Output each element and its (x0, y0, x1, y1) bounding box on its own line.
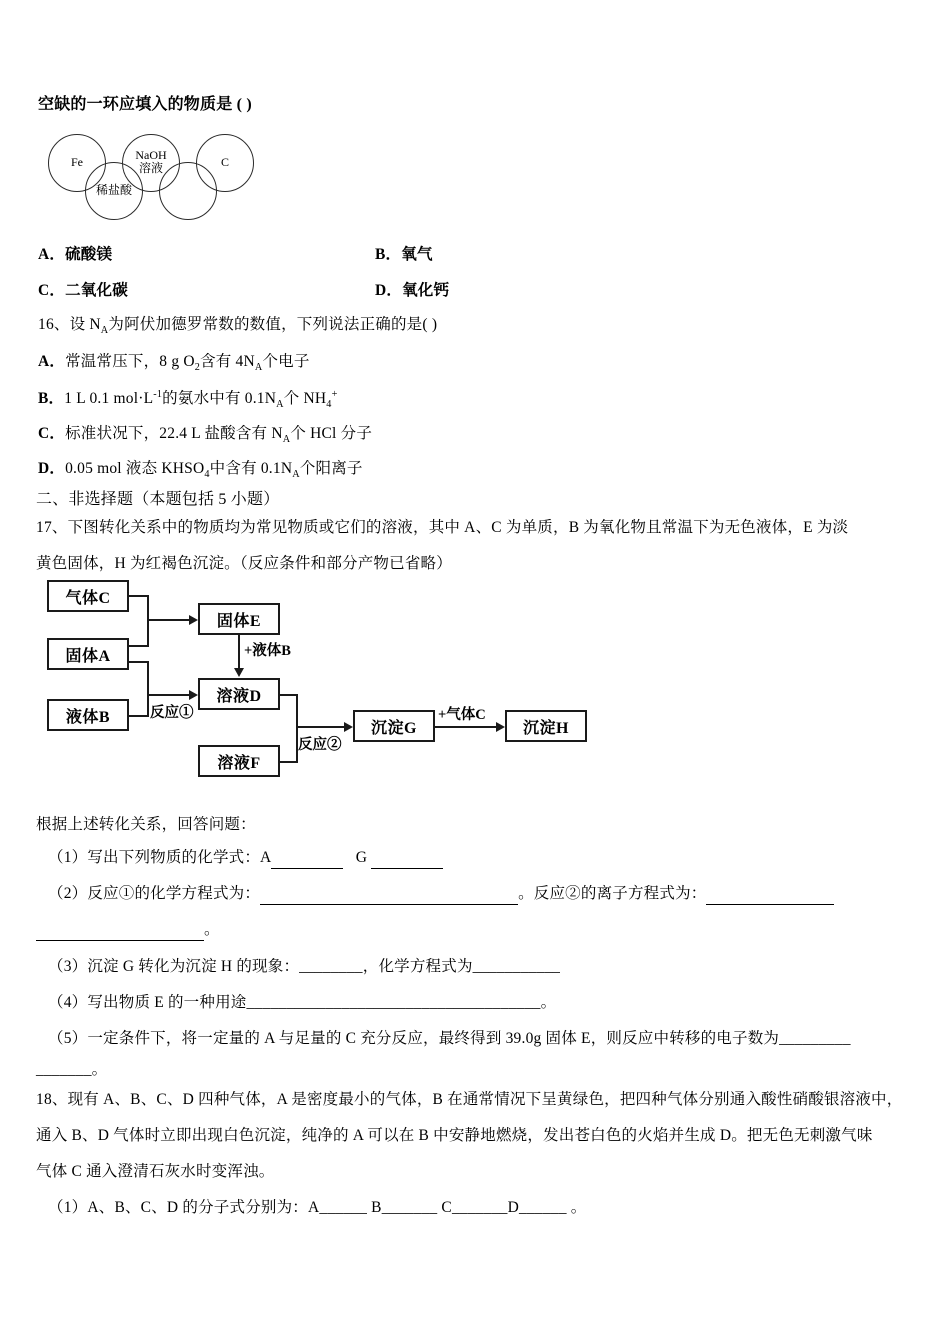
box-liquid-b (47, 699, 129, 731)
ring-fe-label: Fe (71, 155, 83, 169)
box-solution-f (198, 745, 280, 777)
box-gas-c (47, 580, 129, 612)
q16-option-b (38, 389, 338, 409)
q17-sub1-blank-a[interactable] (271, 848, 343, 869)
label-reaction-2: 反应② (298, 737, 342, 753)
q15-option-a-label: A． (38, 246, 66, 263)
box-solid-e (198, 603, 280, 635)
q18-line1 (36, 1090, 902, 1110)
connector-to-precip-g (296, 726, 345, 728)
q15-option-c-text: 二氧化碳 (65, 282, 128, 299)
connector-solide-to-solutiond (238, 635, 240, 669)
q15-option-d-label: D． (375, 282, 403, 299)
label-add-liquid-b: +液体B (244, 643, 291, 659)
conversion-flowchart (40, 575, 600, 790)
q17-sub2-blank-wrap[interactable] (36, 920, 204, 941)
q17-sub4: （4）写出物质 E 的一种用途_____________________________________。 (48, 994, 557, 1011)
q17-stem-line2: 黄色固体，H 为红褐色沉淀。（反应条件和部分产物已省略） (36, 555, 452, 572)
olympic-rings-diagram (40, 122, 280, 222)
q15-option-c-label: C． (38, 282, 66, 299)
q17-sub2-blank-1[interactable] (260, 884, 518, 905)
q17-sub1-mid: G (355, 849, 368, 866)
q16-stem-sub: A (100, 325, 109, 337)
q17-sub1 (48, 848, 443, 869)
q17-sub1-lead: （1）写出下列物质的化学式：A (48, 849, 272, 866)
q16-option-d-label: D． (38, 460, 66, 477)
q16-number: 16、 (38, 316, 70, 333)
ring-c-label: C (220, 155, 229, 169)
q17-sub2-lead: （2）反应①的化学方程式为： (48, 885, 261, 902)
q16-stem (38, 315, 437, 335)
q16-option-c-label: C． (38, 425, 66, 442)
arrow-solide-to-solutiond (234, 668, 244, 677)
q16-option-c-text: 标准状况下，22.4 L 盐酸含有 $N_A$个 HCl 分子 (65, 425, 373, 446)
q18-line2: 通入 B、D 气体时立即出现白色沉淀，纯净的 A 可以在 B 中安静地燃烧，发出苍白色的火焰并生成 D。把无色无刺激气味 (36, 1127, 873, 1144)
q17-sub5-line1: （5）一定条件下，将一定量的 A 与足量的 C 充分反应，最终得到 39.0g 固体 E，则反应中转移的电子数为_________ (48, 1030, 851, 1047)
connector-bracket-lower (147, 661, 149, 717)
q17-stem-line1 (36, 518, 848, 538)
q17-sub3: （3）沉淀 G 转化为沉淀 H 的现象：________，化学方程式为___________ (48, 958, 561, 975)
q16-option-a-text: 常温常压下，8 g $O_2$含有 $4N_A$个电子 (65, 353, 310, 374)
q16-option-b-label: B． (38, 390, 65, 407)
box-liquid-b-label: 液体B (65, 708, 111, 726)
connector-solida-right-top (129, 645, 149, 647)
arrow-to-precip-g (344, 722, 353, 732)
q16-option-c (38, 424, 372, 444)
q17-sub2-line2 (36, 920, 220, 941)
connector-gasc-right (129, 595, 149, 597)
q15-option-d-text: 氧化钙 (402, 282, 450, 299)
q15-option-b-text: 氧气 (401, 246, 433, 263)
q17-sub1-blank-g[interactable] (371, 848, 443, 869)
ring-naoh-label-line1: NaOH (135, 148, 167, 162)
arrow-to-precip-h (496, 722, 505, 732)
q18-line1-text: 现有 A、B、C、D 四种气体，A 是密度最小的气体，B 在通常情况下呈黄绿色，把四种气体分别通入酸性硝酸银溶液中， (67, 1091, 903, 1108)
box-gas-c-label: 气体C (65, 589, 111, 607)
connector-liquidb-right (129, 715, 149, 717)
q15-option-d (375, 281, 449, 301)
q18-line3: 气体 C 通入澄清石灰水时变浑浊。 (36, 1163, 275, 1180)
box-solution-d-label: 溶液D (216, 687, 262, 705)
q17-stem-line1-text: 下图转化关系中的物质均为常见物质或它们的溶液，其中 A、C 为单质，B 为氧化物且常温下为无色液体，E 为淡 (67, 519, 849, 536)
label-reaction-1: 反应① (150, 705, 194, 721)
box-precip-h (505, 710, 587, 742)
ring-naoh-label-line2: 溶液 (138, 161, 163, 175)
box-solid-e-label: 固体E (216, 612, 262, 630)
q17-sub2-mid: 。反应②的离子方程式为： (518, 885, 707, 902)
box-precip-g (353, 710, 435, 742)
arrow-to-solution-d (189, 690, 198, 700)
q15-option-c (38, 281, 128, 301)
q17-sub2-blank-2[interactable] (706, 884, 834, 905)
connector-to-solution-d (147, 694, 190, 696)
box-precip-g-label: 沉淀G (371, 719, 417, 737)
q17-sub5-line2: _______。 (36, 1061, 108, 1078)
box-solution-d (198, 678, 280, 710)
q18-sub1: （1）A、B、C、D 的分子式分别为：A______ B_______ C_______D______ 。 (48, 1199, 587, 1216)
arrow-to-solid-e (189, 615, 198, 625)
q16-option-a (38, 352, 310, 372)
box-solid-a-label: 固体A (65, 647, 111, 665)
q17-sub2-wrap-tail: 。 (204, 921, 220, 938)
q16-stem-pre: 设 N (69, 316, 101, 333)
q16-option-d-text: 0.05 mol 液态 $KHSO_4$中含有 $0.1N_A$个阳离子 (65, 460, 363, 481)
q17-prompt: 根据上述转化关系，回答问题： (36, 816, 256, 833)
box-precip-h-label: 沉淀H (523, 719, 569, 737)
label-add-gas-c: +气体C (438, 707, 486, 723)
connector-precipg-to-preciph (435, 726, 497, 728)
q16-stem-post: 为阿伏加德罗常数的数值，下列说法正确的是( ) (108, 316, 438, 333)
q15-option-a-text: 硫酸镁 (65, 246, 113, 263)
q17-number: 17、 (36, 519, 68, 536)
connector-bracket-upper (147, 595, 149, 647)
section-2-heading: 二、非选择题（本题包括 5 小题） (36, 491, 280, 508)
q16-option-a-label: A． (38, 353, 66, 370)
box-solution-f-label: 溶液F (217, 754, 261, 772)
q15-stem: 空缺的一环应填入的物质是 ( ) (38, 96, 252, 113)
box-solid-a (47, 638, 129, 670)
ring-xiyansuan-label: 稀盐酸 (95, 183, 132, 197)
connector-solida-right-bottom (129, 661, 149, 663)
q18-number: 18、 (36, 1091, 68, 1108)
q17-sub2-line1 (48, 884, 834, 905)
connector-to-solid-e (147, 619, 190, 621)
q15-option-a (38, 245, 112, 265)
q15-option-b (375, 245, 433, 265)
q15-option-b-label: B． (375, 246, 402, 263)
q16-option-b-text: 1 L 0.1 $mol\cdot L^{-1}$的氨水中有 $0.1N_A$个 $NH_4^+$ (64, 388, 338, 411)
q16-option-d (38, 459, 363, 479)
